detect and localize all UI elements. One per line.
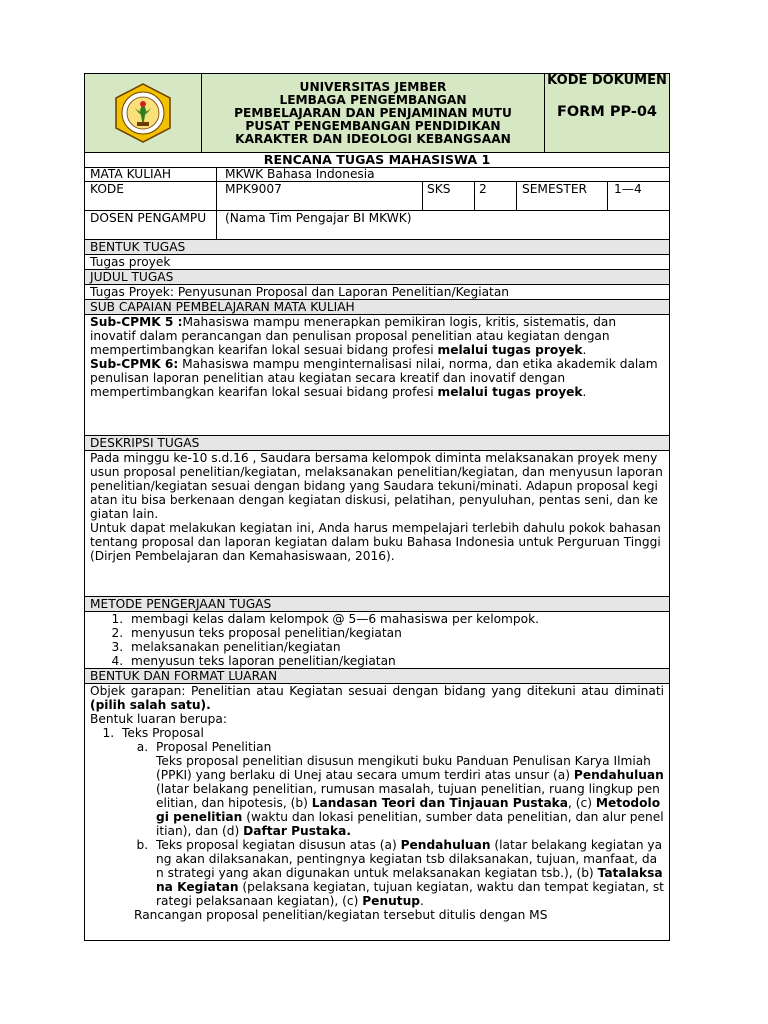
kode-label: KODE — [85, 182, 217, 210]
sub-cpmk-6-text: Mahasiswa mampu menginternalisasi nilai, norma, dan etika akademik dalam penulisan laporan penelitian atau kegiatan secara kreatif dan inovatif dengan mempertimbangkan kearifan lokal sesuai bidang profesi — [90, 357, 658, 399]
form-header — [85, 74, 669, 153]
luaran-sublist — [122, 740, 664, 908]
text-run: , (c) — [568, 796, 596, 810]
sub-cpmk-5-bold: melalui tugas proyek — [437, 343, 583, 357]
luaran-subitem-a-title: a. Proposal Penelitian — [156, 740, 272, 754]
kode-row — [85, 182, 669, 211]
sub-capaian-heading: SUB CAPAIAN PEMBELAJARAN MATA KULIAH — [85, 300, 669, 315]
sub-cpmk-5-period: . — [582, 343, 587, 357]
text-run-bold: Landasan Teori dan Tinjauan Pustaka — [311, 796, 568, 810]
metode-heading: METODE PENGERJAAN TUGAS — [85, 597, 669, 612]
deskripsi-paragraph-2: Untuk dapat melakukan kegiatan ini, Anda harus mempelajari terlebih dahulu pokok bahasan tentang proposal dan laporan kegiatan dalam buku Bahasa Indonesia untuk Perguruan Tinggi (Dirjen Pembelajaran dan Kemahasiswaan, 2016). — [90, 521, 661, 563]
luaran-subitem-a-text — [156, 754, 664, 838]
judul-tugas-value: Tugas Proyek: Penyusunan Proposal dan Laporan Penelitian/Kegiatan — [85, 285, 669, 300]
sub-cpmk-6-period: . — [582, 385, 587, 399]
text-run-bold: Pendahuluan — [573, 768, 664, 782]
metode-body — [85, 612, 669, 669]
mata-kuliah-label: MATA KULIAH — [85, 168, 217, 181]
luaran-heading: BENTUK DAN FORMAT LUARAN — [85, 669, 669, 684]
document-code — [545, 74, 669, 152]
text-run-bold: Penutup — [362, 894, 421, 908]
text-run: Teks proposal penelitian disusun mengikuti buku Panduan Penulisan Karya Ilmiah (PPKI) yang berlaku di Unej atau secara umum terdiri atas unsur (a) — [156, 754, 651, 782]
dosen-label: DOSEN PENGAMPU — [85, 211, 217, 239]
metode-step: 2. menyusun teks proposal penelitian/kegiatan — [127, 626, 669, 640]
semester-value: 1—4 — [614, 182, 642, 196]
document-code-value: FORM PP-04 — [556, 104, 658, 120]
luaran-objek — [90, 684, 664, 712]
university-logo — [85, 74, 202, 152]
sks-value: 2 — [475, 182, 517, 210]
sub-cpmk-6-bold: melalui tugas proyek — [437, 385, 583, 399]
luaran-list — [90, 726, 664, 908]
text-run-bold: Metodologi penelitian — [156, 796, 661, 824]
text-run-bold: Pendahuluan — [400, 838, 491, 852]
text-run: Teks proposal kegiatan disusun atas (a) — [156, 838, 401, 852]
luaran-bentuk: Bentuk luaran berupa: — [90, 712, 227, 726]
text-run: (pelaksana kegiatan, tujuan kegiatan, waktu dan tempat kegiatan, strategi pelaksanaan kegiatan), (c) — [156, 880, 664, 908]
text-run-bold: Tatalaksana Kegiatan — [156, 866, 663, 894]
document-form — [84, 73, 670, 941]
text-run: (waktu dan lokasi penelitian, sumber data penelitian, dan alur penelitian), dan (d) — [156, 810, 664, 838]
institution-name — [202, 74, 545, 152]
semester-label: SEMESTER — [517, 182, 608, 210]
metode-step: 3. melaksanakan penelitian/kegiatan — [127, 640, 669, 654]
luaran-objek-bold: (pilih salah satu). — [90, 698, 211, 712]
luaran-last-line: Rancangan proposal penelitian/kegiatan tersebut ditulis dengan MS — [134, 908, 548, 922]
sub-cpmk-5 — [90, 315, 664, 357]
metode-step: 4. menyusun teks laporan penelitian/kegiatan — [127, 654, 669, 668]
luaran-subitem-b-text — [156, 838, 664, 908]
bentuk-tugas-heading: BENTUK TUGAS — [85, 240, 669, 255]
university-seal-icon — [112, 82, 174, 144]
kode-value: MPK9007 — [217, 182, 423, 210]
luaran-body — [85, 684, 669, 922]
text-run-bold: Daftar Pustaka. — [243, 824, 351, 838]
sub-cpmk-6-head: Sub-CPMK 6: — [90, 357, 179, 371]
institution-line: PUSAT PENGEMBANGAN PENDIDIKAN — [245, 118, 501, 133]
text-run: (latar belakang penelitian, rumusan masalah, tujuan penelitian, ruang lingkup penelitian, dan hipotesis, (b) — [156, 782, 660, 810]
bentuk-tugas-value: Tugas proyek — [85, 255, 669, 270]
luaran-objek-text: Objek garapan: Penelitian atau Kegiatan sesuai dengan bidang yang ditekuni atau diminati — [90, 684, 664, 698]
institution-line: LEMBAGA PENGEMBANGAN — [279, 92, 467, 107]
luaran-item — [118, 726, 664, 908]
metode-step: 1. membagi kelas dalam kelompok @ 5—6 mahasiswa per kelompok. — [127, 612, 669, 626]
judul-tugas-heading: JUDUL TUGAS — [85, 270, 669, 285]
sub-cpmk-6 — [90, 357, 664, 399]
luaran-subitem-a — [152, 740, 664, 838]
sks-label: SKS — [423, 182, 475, 210]
dosen-value: (Nama Tim Pengajar BI MKWK) — [225, 211, 412, 225]
luaran-item-1-title: Teks Proposal — [122, 726, 204, 740]
metode-list — [85, 612, 669, 668]
form-title: RENCANA TUGAS MAHASISWA 1 — [85, 153, 669, 168]
text-run: (latar belakang kegiatan yang akan dilaksanakan, pentingnya kegiatan tsb dilaksanakan, tujuan, manfaat, dan strategi yang akan digunakan untuk melaksanakan kegiatan tsb.), (b) — [156, 838, 663, 880]
mata-kuliah-value: MKWK Bahasa Indonesia — [225, 167, 375, 181]
document-code-label: KODE DOKUMEN — [547, 73, 667, 88]
luaran-subitem-b — [152, 838, 664, 908]
mata-kuliah-row — [85, 168, 669, 182]
deskripsi-body — [85, 451, 669, 597]
dosen-row — [85, 211, 669, 240]
sub-capaian-body — [85, 315, 669, 436]
deskripsi-paragraph-1: Pada minggu ke-10 s.d.16 , Saudara bersama kelompok diminta melaksanakan proyek menyusun proposal penelitian/kegiatan, melaksanakan penelitian/kegiatan, dan menyusun laporan penelitian/kegiatan sesuai dengan bidang yang Saudara tekuni/minati. Adapun proposal kegiatan itu bisa berkenaan dengan kegiatan diskusi, pelatihan, penyuluhan, pentas seni, dan kegiatan lain. — [90, 451, 663, 521]
sub-cpmk-5-head: Sub-CPMK 5 : — [90, 315, 183, 329]
institution-line: PEMBELAJARAN DAN PENJAMINAN MUTU — [234, 105, 512, 120]
sub-cpmk-5-text: Mahasiswa mampu menerapkan pemikiran logis, kritis, sistematis, dan inovatif dalam perancangan dan penulisan proposal penelitian atau kegiatan dengan mempertimbangkan kearifan lokal sesuai bidang profesi — [90, 315, 617, 357]
deskripsi-heading: DESKRIPSI TUGAS — [85, 436, 669, 451]
institution-line: KARAKTER DAN IDEOLOGI KEBANGSAAN — [235, 131, 511, 146]
text-run: . — [420, 894, 424, 908]
institution-line: UNIVERSITAS JEMBER — [299, 79, 447, 94]
